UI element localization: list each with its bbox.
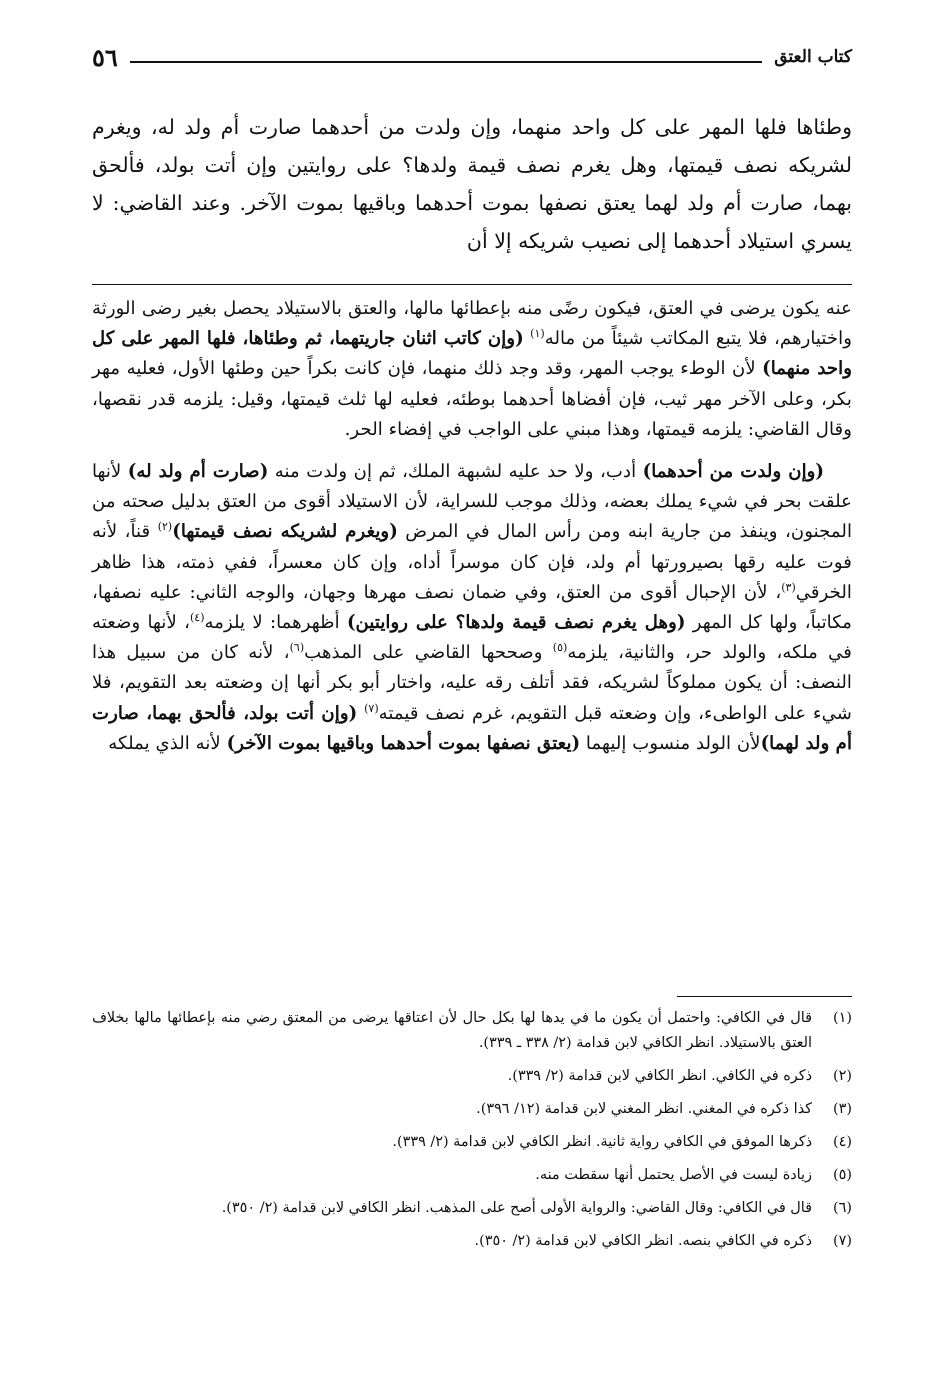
- sharh-paragraph-1: [92, 294, 852, 445]
- footnote-text: قال في الكافي: واحتمل أن يكون ما في يدها لها بكل حال لأن اعتاقها يرضى من المعتق رضي منه بإعطائها مالها بخلاف العتق بالاستيلاد. انظر الكافي لابن قدامة (٢/ ٣٣٨ ـ ٣٣٩).: [92, 1010, 812, 1051]
- footnote-text: ذكره في الكافي. انظر الكافي لابن قدامة (٢/ ٣٣٩).: [507, 1068, 812, 1084]
- footnote-number: (٧): [833, 1233, 852, 1249]
- sharh-text: لأنه الذي يملكه: [108, 732, 227, 754]
- footnote-ref: (٧): [364, 701, 379, 715]
- footnote-ref: (٤): [189, 610, 205, 624]
- sharh-text: وصححها القاضي على المذهب: [304, 642, 553, 664]
- footnote-text: ذكره في الكافي بنصه. انظر الكافي لابن قدامة (٢/ ٣٥٠).: [474, 1233, 812, 1249]
- footnote-separator: [677, 996, 852, 997]
- sharh-text: لأنها علقت بحر في شيء يملك بعضه، وذلك موجب للسراية، لأن الاستيلاد أقوى من العتق بدليل صحته من المجنون، وينفذ من جارية ابنه ومن رأس المال في المرض: [92, 461, 853, 543]
- sharh-text: قناً، لأنه فوت عليه رقها بصيرورتها أم ولد، فإن كان موسراً أداه، وإن كان معسراً، ففي ذمته، هذا ظاهر الخرقي: [92, 521, 852, 603]
- footnote-number: (٢): [833, 1068, 852, 1084]
- footnote-item: [92, 1064, 852, 1089]
- footnote-text: كذا ذكره في المغني. انظر المغني لابن قدامة (١٢/ ٣٩٦).: [476, 1101, 812, 1117]
- footnote-ref: (٣): [781, 580, 796, 594]
- footnote-text: قال في الكافي: وقال القاضي: والرواية الأولى أصح على المذهب. انظر الكافي لابن قدامة (٢/ ٣٥٠).: [221, 1200, 812, 1216]
- footnote-number: (٦): [833, 1200, 852, 1216]
- sharh-text: ، لأنها وضعته في ملكه، والولد حر، والثانية، يلزمه: [92, 612, 852, 664]
- book-title: كتاب العتق: [774, 47, 852, 67]
- footnote-item: [92, 1006, 852, 1056]
- header-rule: [130, 61, 762, 63]
- footnote-text: ذكرها الموفق في الكافي رواية ثانية. انظر الكافي لابن قدامة (٢/ ٣٣٩).: [392, 1134, 812, 1150]
- matn-quote: (وإن أتت بولد، فألحق بهما، صارت أم ولد لهما): [92, 702, 852, 754]
- footnote-item: [92, 1130, 852, 1155]
- matn-quote: (يعتق نصفها بموت أحدهما وباقيها بموت الآخر): [226, 732, 581, 754]
- page-number: ٥٦: [92, 42, 118, 72]
- sharh-text: عنه يكون يرضى في العتق، فيكون رضًى منه بإعطائها مالها، والعتق بالاستيلاد يحصل بغير رضى الورثة واختيارهم، فلا يتبع المكاتب شيئاً من ماله: [92, 298, 852, 350]
- footnote-ref: (٦): [289, 641, 305, 655]
- footnote-item: [92, 1097, 852, 1122]
- matn-quote: (وإن ولدت من أحدهما): [642, 461, 825, 483]
- footnote-number: (١): [833, 1010, 852, 1026]
- footnote-ref: (٥): [552, 641, 568, 655]
- sharh-text: أظهرهما: لا يلزمه: [204, 612, 347, 634]
- book-page: [92, 0, 852, 1375]
- sharh-text: لأن الوطء يوجب المهر، وقد وجد ذلك منهما، فإن كانت بكراً حين وطئها الأول، فعليه مهر بكر، وعلى الآخر مهر ثيب، فإن أفضاها أحدهما بوطئه، فعليه لها ثلث قيمتها، وقيل: يلزمه قدر نقصها، وقال القاضي: يلزمه قيمتها، وهذا مبني على الواجب في إفضاء الحر.: [92, 358, 852, 440]
- footnote-item: [92, 1163, 852, 1188]
- footnote-number: (٥): [833, 1167, 852, 1183]
- footnote-number: (٤): [833, 1134, 852, 1150]
- footnote-ref: (٢): [157, 520, 173, 534]
- matn-text-block: [92, 108, 852, 260]
- sharh-paragraph-2: [92, 457, 852, 759]
- matn-quote: (وهل يغرم نصف قيمة ولدها؟ على روايتين): [346, 612, 686, 634]
- matn-sharh-divider: [92, 284, 852, 285]
- sharh-text: ، لأنه كان من سبيل هذا النصف: أن يكون مملوكاً لشريكه، فقد أتلف رقه عليه، واختار أبو بكر أنها إن وضعته بعد التقويم، فلا شيء على الواطىء، وإن وضعته قبل التقويم، غرم نصف قيمته: [92, 642, 852, 724]
- footnote-item: [92, 1196, 852, 1221]
- matn-paragraph: وطئاها فلها المهر على كل واحد منهما، وإن ولدت من أحدهما صارت أم ولد له، ويغرم لشريكه نصف قيمتها، وهل يغرم نصف قيمة ولدها؟ على روايتين وإن أتت بولد، فألحق بهما، صارت أم ولد لهما يعتق نصفها بموت أحدهما وباقيها بموت الآخر. وعند القاضي: لا يسري استيلاد أحدهما إلى نصيب شريكه إلا أن: [92, 115, 852, 253]
- sharh-commentary: [92, 294, 852, 771]
- sharh-text: لأن الولد منسوب إليهما: [580, 732, 761, 754]
- matn-quote: (وإن كاتب اثنان جاريتهما، ثم وطئاها، فلها المهر على كل واحد منهما): [92, 328, 852, 380]
- sharh-text: ، لأن الإحبال أقوى من العتق، وفي ضمان نصف مهرها وجهان، والوجه الثاني: عليه نصفها، مكاتباً، ولها كل المهر: [92, 581, 852, 634]
- running-header: [92, 40, 852, 74]
- footnote-ref: (١): [530, 327, 545, 341]
- footnote-item: [92, 1229, 852, 1254]
- matn-quote: (صارت أم ولد له): [127, 461, 269, 483]
- matn-quote: (ويغرم لشريكه نصف قيمتها): [172, 521, 398, 543]
- footnotes-list: [92, 1006, 852, 1262]
- footnote-text: زيادة ليست في الأصل يحتمل أنها سقطت منه.: [535, 1167, 812, 1183]
- sharh-text: أدب، ولا حد عليه لشبهة الملك، ثم إن ولدت منه: [268, 461, 643, 483]
- footnote-number: (٣): [833, 1101, 852, 1117]
